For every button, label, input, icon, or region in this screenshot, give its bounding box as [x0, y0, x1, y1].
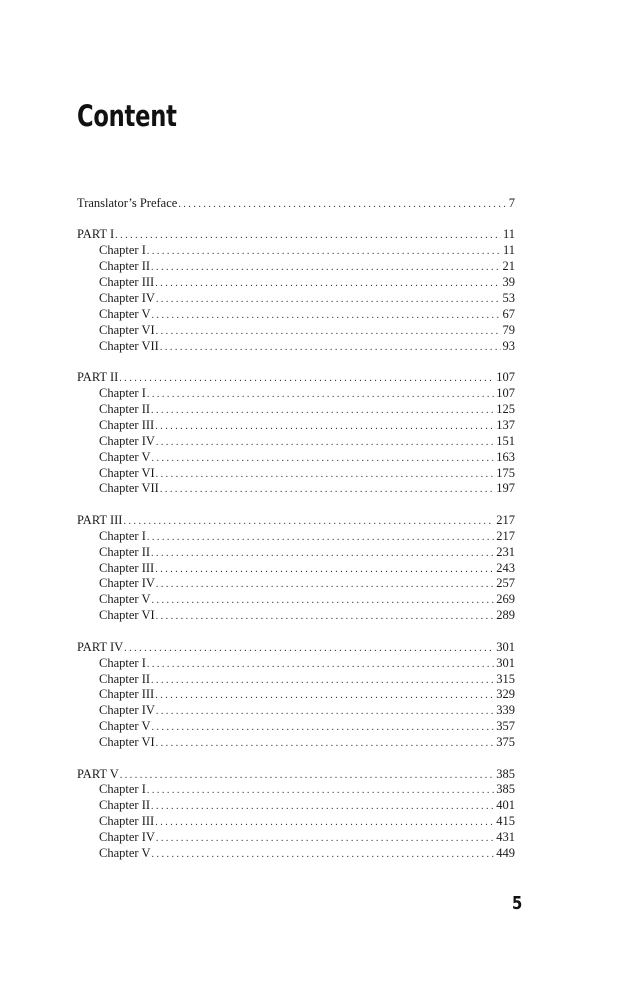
dot-leader — [155, 418, 494, 435]
dot-leader — [156, 735, 495, 752]
page-title: Content — [77, 99, 177, 133]
toc-entry-page: 11 — [502, 243, 515, 258]
toc-entry-page: 175 — [496, 465, 515, 480]
toc-entry-page: 125 — [496, 401, 515, 416]
dot-leader — [160, 339, 501, 356]
toc-entry-page: 231 — [496, 544, 515, 559]
toc-entry-page: 151 — [496, 433, 515, 448]
toc-entry-page: 401 — [496, 798, 515, 813]
toc-entry-label: Translator’s Preface — [77, 196, 178, 210]
toc-entry-page: 339 — [496, 703, 515, 718]
toc-entry-label: Chapter IV — [99, 576, 155, 591]
toc-entry-label: Chapter V — [99, 592, 151, 607]
dot-leader — [155, 561, 494, 578]
toc-entry-label: Chapter VII — [99, 481, 159, 496]
toc-entry-chapter — [77, 402, 515, 418]
toc-entry-page: 257 — [496, 576, 515, 591]
toc-entry-page: 301 — [496, 655, 515, 670]
toc-entry-chapter — [77, 672, 515, 688]
toc-entry-page: 415 — [496, 814, 515, 829]
toc-entry-chapter — [77, 782, 515, 798]
dot-leader — [155, 814, 494, 831]
toc-entry-label: Chapter III — [99, 814, 155, 829]
toc-entry-label: PART V — [77, 766, 119, 781]
dot-leader — [151, 545, 494, 562]
toc-entry-page: 289 — [496, 608, 515, 623]
toc-entry-chapter — [77, 608, 515, 624]
dot-leader — [119, 370, 494, 387]
toc-entry-chapter — [77, 576, 515, 592]
toc-entry-label: Chapter III — [99, 417, 155, 432]
dot-leader — [147, 386, 494, 403]
toc-entry-label: Chapter III — [99, 275, 155, 290]
toc-entry-label: Chapter I — [99, 782, 146, 797]
dot-leader — [155, 275, 500, 292]
section-gap — [77, 624, 515, 640]
section-gap — [77, 355, 515, 371]
dot-leader — [151, 798, 494, 815]
toc-entry-chapter — [77, 386, 515, 402]
page-number: 5 — [512, 893, 523, 914]
toc-entry-label: Chapter I — [99, 528, 146, 543]
toc-entry-chapter — [77, 703, 515, 719]
toc-entry-page: 217 — [496, 512, 515, 527]
toc-entry-label: Chapter V — [99, 306, 151, 321]
dot-leader — [147, 782, 494, 799]
toc-entry-chapter — [77, 291, 515, 307]
toc-entry-label: Chapter IV — [99, 291, 155, 306]
toc-entry-page: 107 — [496, 370, 515, 385]
toc-entry-label: Chapter III — [99, 687, 155, 702]
toc-entry-page: 163 — [496, 449, 515, 464]
dot-leader — [123, 513, 494, 530]
toc-entry-part — [77, 640, 515, 656]
toc-entry-chapter — [77, 259, 515, 275]
dot-leader — [151, 672, 494, 689]
toc-entry-label: Chapter I — [99, 386, 146, 401]
toc-entry-label: Chapter VI — [99, 735, 155, 750]
toc-entry-page: 375 — [496, 735, 515, 750]
toc-entry-chapter — [77, 735, 515, 751]
toc-entry-page: 243 — [496, 560, 515, 575]
toc-entry-page: 93 — [502, 338, 515, 353]
dot-leader — [152, 719, 495, 736]
dot-leader — [156, 323, 501, 340]
dot-leader — [151, 402, 494, 419]
toc-entry-page: 449 — [496, 846, 515, 861]
toc-entry-label: Chapter I — [99, 243, 146, 258]
toc-entry-chapter — [77, 323, 515, 339]
toc-entry-chapter — [77, 719, 515, 735]
toc-entry-chapter — [77, 592, 515, 608]
toc-entry-part — [77, 513, 515, 529]
table-of-contents — [77, 196, 515, 862]
toc-entry — [77, 196, 515, 212]
toc-entry-page: 431 — [496, 830, 515, 845]
toc-entry-label: Chapter II — [99, 798, 151, 813]
dot-leader — [156, 608, 495, 625]
toc-entry-chapter — [77, 307, 515, 323]
toc-entry-label: Chapter V — [99, 719, 151, 734]
toc-entry-chapter — [77, 687, 515, 703]
toc-entry-label: Chapter IV — [99, 703, 155, 718]
dot-leader — [124, 640, 494, 657]
dot-leader — [147, 529, 494, 546]
toc-entry-label: Chapter VI — [99, 465, 155, 480]
toc-entry-chapter — [77, 243, 515, 259]
toc-entry-page: 11 — [502, 227, 515, 242]
toc-entry-chapter — [77, 450, 515, 466]
dot-leader — [160, 481, 494, 498]
dot-leader — [156, 291, 501, 308]
toc-entry-label: Chapter IV — [99, 433, 155, 448]
toc-entry-chapter — [77, 545, 515, 561]
toc-entry-label: Chapter II — [99, 544, 151, 559]
dot-leader — [156, 830, 494, 847]
toc-entry-label: Chapter VII — [99, 338, 159, 353]
toc-entry-page: 107 — [496, 386, 515, 401]
dot-leader — [115, 227, 501, 244]
dot-leader — [155, 687, 494, 704]
toc-entry-chapter — [77, 814, 515, 830]
toc-entry-chapter — [77, 434, 515, 450]
toc-entry-label: Chapter III — [99, 560, 155, 575]
dot-leader — [152, 307, 501, 324]
toc-entry-label: PART III — [77, 512, 123, 527]
toc-entry-chapter — [77, 418, 515, 434]
toc-entry-chapter — [77, 339, 515, 355]
toc-entry-page: 7 — [508, 196, 515, 210]
toc-entry-page: 217 — [496, 528, 515, 543]
toc-entry-page: 357 — [496, 719, 515, 734]
toc-entry-page: 385 — [496, 766, 515, 781]
dot-leader — [152, 846, 495, 863]
toc-entry-label: Chapter IV — [99, 830, 155, 845]
toc-entry-chapter — [77, 481, 515, 497]
section-gap — [77, 212, 515, 228]
toc-entry-label: PART IV — [77, 639, 124, 654]
toc-entry-page: 79 — [502, 322, 515, 337]
section-gap — [77, 497, 515, 513]
toc-entry-page: 67 — [502, 306, 515, 321]
toc-entry-part — [77, 767, 515, 783]
toc-entry-page: 39 — [502, 275, 515, 290]
toc-entry-label: Chapter VI — [99, 322, 155, 337]
dot-leader — [156, 434, 494, 451]
toc-entry-page: 269 — [496, 592, 515, 607]
toc-entry-label: PART I — [77, 227, 115, 242]
toc-entry-label: Chapter V — [99, 449, 151, 464]
toc-entry-label: Chapter V — [99, 846, 151, 861]
toc-entry-label: Chapter VI — [99, 608, 155, 623]
toc-entry-chapter — [77, 466, 515, 482]
toc-entry-page: 197 — [496, 481, 515, 496]
toc-entry-chapter — [77, 846, 515, 862]
toc-entry-chapter — [77, 830, 515, 846]
toc-entry-chapter — [77, 275, 515, 291]
toc-entry-chapter — [77, 656, 515, 672]
toc-entry-label: Chapter I — [99, 655, 146, 670]
dot-leader — [156, 703, 494, 720]
toc-entry-page: 315 — [496, 671, 515, 686]
dot-leader — [151, 259, 500, 276]
toc-entry-label: Chapter II — [99, 259, 151, 274]
toc-entry-page: 53 — [502, 291, 515, 306]
dot-leader — [147, 656, 494, 673]
dot-leader — [152, 450, 495, 467]
toc-entry-label: Chapter II — [99, 671, 151, 686]
toc-entry-page: 21 — [502, 259, 515, 274]
toc-entry-chapter — [77, 529, 515, 545]
toc-entry-chapter — [77, 561, 515, 577]
toc-entry-part — [77, 370, 515, 386]
toc-entry-page: 329 — [496, 687, 515, 702]
toc-entry-chapter — [77, 798, 515, 814]
section-gap — [77, 751, 515, 767]
toc-entry-page: 385 — [496, 782, 515, 797]
dot-leader — [178, 196, 506, 213]
dot-leader — [120, 767, 494, 784]
toc-entry-page: 137 — [496, 417, 515, 432]
dot-leader — [156, 576, 494, 593]
toc-entry-label: PART II — [77, 370, 119, 385]
toc-entry-page: 301 — [496, 639, 515, 654]
dot-leader — [147, 243, 501, 260]
toc-entry-label: Chapter II — [99, 401, 151, 416]
toc-entry-part — [77, 227, 515, 243]
dot-leader — [152, 592, 495, 609]
dot-leader — [156, 466, 495, 483]
